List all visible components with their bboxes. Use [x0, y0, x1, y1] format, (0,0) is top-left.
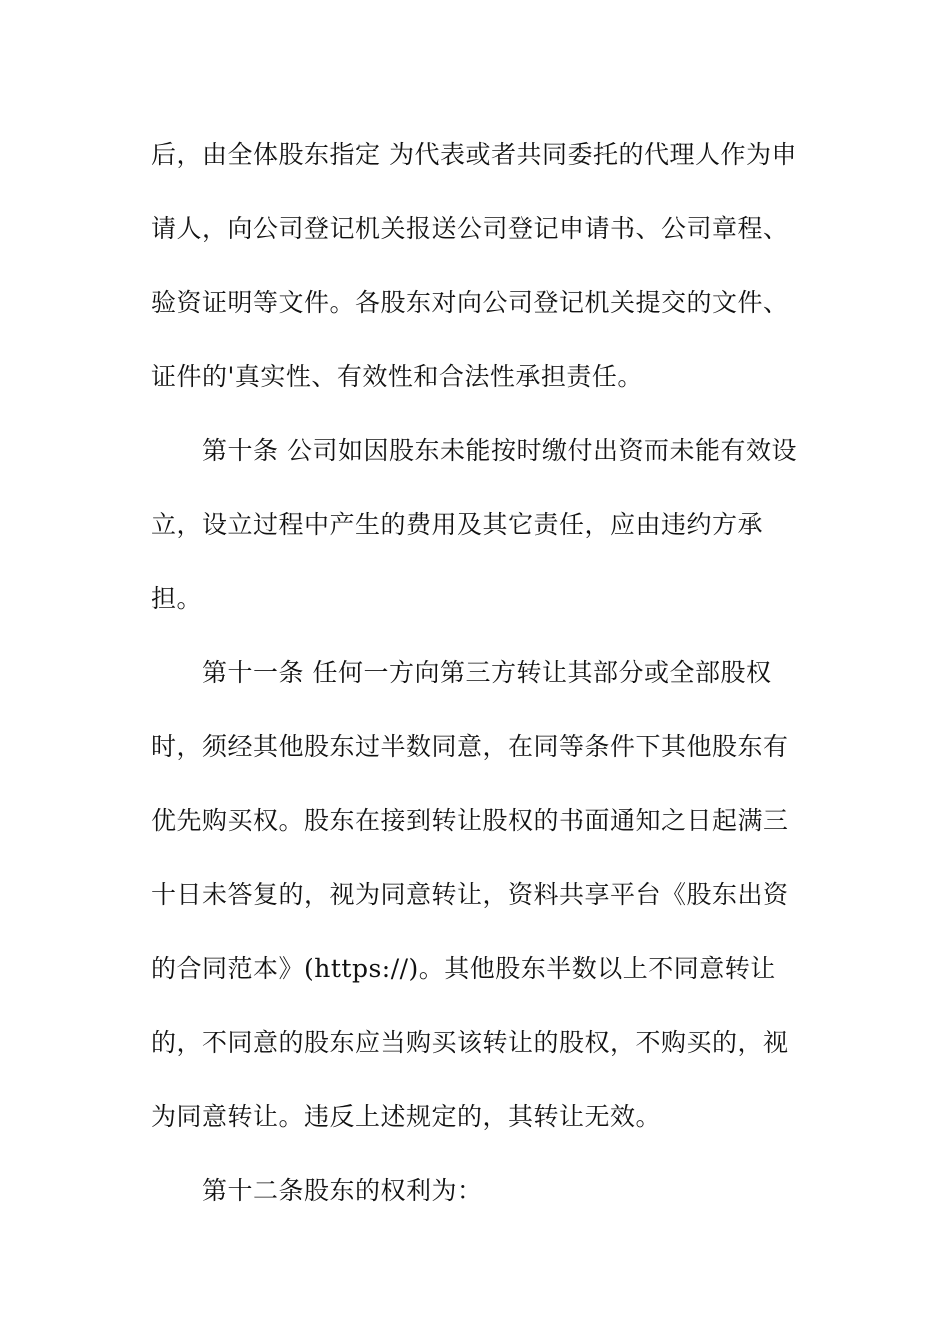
text-line: 证件的'真实性、有效性和合法性承担责任。: [151, 362, 643, 391]
text-line: 为同意转让。违反上述规定的，其转让无效。: [151, 1102, 662, 1131]
text-line: 后，由全体股东指定 为代表或者共同委托的代理人作为申: [151, 140, 797, 169]
article-11-heading-line: 第十一条 任何一方向第三方转让其部分或全部股权: [202, 658, 772, 687]
text-line: 十日未答复的，视为同意转让，资料共享平台《股东出资: [151, 880, 789, 909]
text-line: 验资证明等文件。各股东对向公司登记机关提交的文件、: [151, 288, 789, 317]
article-12-heading-line: 第十二条股东的权利为：: [202, 1176, 483, 1205]
text-line: 立，设立过程中产生的费用及其它责任，应由违约方承: [151, 510, 764, 539]
text-line: 担。: [151, 584, 203, 613]
text-line: 优先购买权。股东在接到转让股权的书面通知之日起满三: [151, 806, 789, 835]
article-10-heading-line: 第十条 公司如因股东未能按时缴付出资而未能有效设: [202, 436, 797, 465]
text-line: 的合同范本》(https://)。其他股东半数以上不同意转让: [151, 954, 776, 983]
text-line: 的，不同意的股东应当购买该转让的股权，不购买的，视: [151, 1028, 789, 1057]
text-line: 请人，向公司登记机关报送公司登记申请书、公司章程、: [151, 214, 789, 243]
text-line: 时，须经其他股东过半数同意，在同等条件下其他股东有: [151, 732, 789, 761]
